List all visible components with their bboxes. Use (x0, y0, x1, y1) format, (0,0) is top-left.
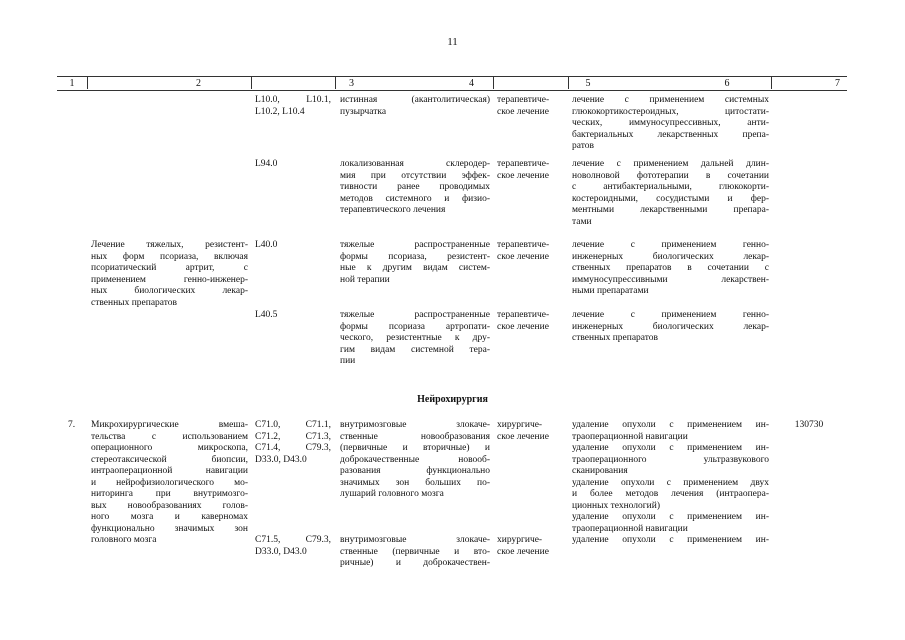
method-line: ментными лекарственными препара- (572, 205, 769, 215)
procedure-name-line: псориатический артрит, с (91, 263, 248, 273)
treatment-type-cell (497, 159, 567, 182)
condition-cell (340, 535, 490, 570)
row-number: 7. (68, 420, 76, 430)
section-title: Нейрохирургия (417, 394, 488, 405)
codes-cell (255, 420, 331, 466)
procedure-name-line: ниторинга при внутримозго- (91, 489, 248, 499)
header-divider (493, 77, 494, 89)
condition-line: тяжелые распространенные (340, 240, 490, 250)
codes-cell (255, 240, 331, 252)
procedure-name-line: головного мозга (91, 535, 157, 545)
condition-line: истинная (акантолитическая) (340, 95, 490, 105)
method-line: и более методов лечения (интраопера- (572, 489, 769, 499)
condition-line: внутримозговые злокаче- (340, 420, 490, 430)
procedure-name-line: ственных препаратов (91, 297, 178, 308)
treatment-type-line: ское лечение (497, 431, 549, 442)
method-line: ческих, иммуносупрессивных, анти- (572, 118, 769, 128)
treatment-type-line: ское лечение (497, 251, 549, 262)
method-line: удаление опухоли с применением двух (572, 477, 769, 488)
code: C79.3, (305, 535, 331, 545)
header-divider (251, 77, 252, 89)
condition-line: ные к другим видам систем- (340, 263, 490, 273)
condition-line: гим видам системной тера- (340, 344, 490, 355)
treatment-type-line: терапевтиче- (497, 310, 550, 320)
method-line: бактериальных лекарственных препа- (572, 129, 769, 140)
treatment-type-line: терапевтиче- (497, 159, 550, 169)
procedure-name-line: ных биологических лекар- (91, 286, 248, 296)
code: L94.0 (255, 159, 278, 169)
condition-line: формы псориаза артропати- (340, 321, 490, 332)
header-divider (87, 77, 88, 89)
method-line: иммуносупрессивными лекарствен- (572, 274, 769, 285)
condition-line: разования функционально (340, 466, 490, 476)
treatment-type-cell (497, 420, 567, 443)
header-col-6: 6 (724, 78, 730, 89)
treatment-type-cell (497, 240, 567, 263)
method-cell (572, 310, 769, 345)
condition-cell (340, 95, 490, 118)
treatment-type-line: ское лечение (497, 321, 549, 332)
procedure-name-line: ных форм псориаза, включая (91, 251, 248, 262)
condition-cell (340, 420, 490, 501)
condition-line: ственные (первичные и вто- (340, 546, 490, 557)
procedure-name-line: стереотаксической биопсии, (91, 454, 248, 465)
header-col-1: 1 (69, 78, 75, 89)
method-line: ственных препаратов (572, 333, 659, 343)
method-line: с антибактериальными, глюкокорти- (572, 182, 769, 192)
procedure-name-line: операционного микроскопа, (91, 443, 248, 453)
method-line: удаление опухоли с применением ин- (572, 420, 769, 430)
method-line: сканирования (572, 466, 628, 476)
header-col-3: 3 (349, 78, 354, 89)
code: D33.0, D43.0 (255, 546, 307, 557)
treatment-type-cell (497, 95, 567, 118)
procedure-name-line: вых новообразованиях голов- (91, 500, 248, 511)
method-line: траоперационного ультразвукового (572, 454, 769, 465)
method-line: удаление опухоли с применением ин- (572, 443, 769, 453)
code: L10.0, (255, 95, 280, 105)
condition-line: ной терапии (340, 274, 390, 285)
method-line: костероидными, сосудистыми и фер- (572, 193, 769, 204)
code: C71.0, (255, 420, 281, 430)
condition-cell (340, 159, 490, 217)
treatment-type-line: терапевтиче- (497, 240, 550, 250)
method-line: лечение с применением генно- (572, 240, 769, 250)
procedure-name-line: интраоперационной навигации (91, 466, 248, 476)
method-cell (572, 240, 769, 298)
treatment-type-line: ское лечение (497, 170, 549, 181)
method-line: лечение с применением генно- (572, 310, 769, 320)
header-col-7: 7 (835, 78, 840, 89)
code: L40.5 (255, 310, 278, 320)
procedure-name-line: применением генно-инженер- (91, 274, 248, 285)
procedure-name-line: тельства с использованием (91, 431, 248, 442)
method-cell (572, 159, 769, 228)
code: L10.2, L10.4 (255, 106, 305, 117)
header-divider (568, 77, 569, 89)
header-divider (335, 77, 336, 89)
condition-line: локализованная склеродер- (340, 159, 490, 169)
method-line: глюкокортикостероидных, цитостати- (572, 106, 769, 117)
cost-cell: 130730 (794, 420, 824, 430)
procedure-name-line: Микрохирургические вмеша- (91, 420, 248, 430)
page-number: 11 (447, 36, 458, 48)
method-line: удаление опухоли с применением ин- (572, 535, 769, 545)
header-col-2: 2 (196, 78, 201, 89)
codes-cell (255, 535, 331, 558)
treatment-type-line: ское лечение (497, 546, 549, 557)
procedure-name-line: Лечение тяжелых, резистент- (91, 240, 248, 250)
method-line: ными препаратами (572, 286, 649, 296)
condition-line: тяжелые распространенные (340, 310, 490, 320)
method-line: тами (572, 216, 592, 227)
table-header (57, 76, 847, 91)
codes-cell (255, 95, 331, 118)
method-line: инженерных биологических лекар- (572, 321, 769, 332)
treatment-type-line: терапевтиче- (497, 95, 550, 105)
procedure-name-line: функционально значимых зон (91, 523, 248, 534)
code: C71.2, (255, 431, 281, 442)
condition-line: терапевтического лечения (340, 205, 446, 215)
header-col-4: 4 (469, 78, 474, 89)
method-line: инженерных биологических лекар- (572, 251, 769, 262)
treatment-type-cell (497, 310, 567, 333)
method-line: ственных препаратов в сочетании с (572, 263, 769, 273)
method-line: траоперационной навигации (572, 523, 688, 534)
code: C71.3, (305, 431, 331, 442)
condition-cell (340, 240, 490, 286)
condition-line: мия при отсутствии эффек- (340, 170, 490, 181)
condition-line: ственные новообразования (340, 431, 490, 442)
method-line: удаление опухоли с применением ин- (572, 512, 769, 522)
treatment-type-cell (497, 535, 567, 558)
treatment-type-line: хирургиче- (497, 420, 543, 430)
header-col-5: 5 (585, 78, 591, 89)
treatment-type-line: ское лечение (497, 106, 549, 117)
code: C79.3, (305, 443, 331, 453)
method-line: ратов (572, 141, 594, 151)
condition-line: ричные) и доброкачествен- (340, 558, 490, 568)
condition-line: (первичные и вторичные) и (340, 443, 490, 453)
procedure-name-cell (91, 240, 248, 309)
condition-line: лушарий головного мозга (340, 489, 444, 499)
condition-line: методов системного и физио- (340, 193, 490, 204)
code: L10.1, (306, 95, 331, 105)
treatment-type-line: хирургиче- (497, 535, 543, 545)
code: L40.0 (255, 240, 278, 250)
condition-line: доброкачественные новооб- (340, 454, 490, 465)
code: C71.1, (305, 420, 331, 430)
condition-line: формы псориаза, резистент- (340, 251, 490, 262)
method-line: ционных технологий) (572, 500, 661, 511)
header-divider (771, 77, 772, 89)
method-line: лечение с применением дальней длин- (572, 159, 769, 169)
condition-line: тивности ранее проводимых (340, 182, 490, 192)
method-cell (572, 95, 769, 153)
condition-line: пузырчатка (340, 106, 387, 117)
method-line: траоперационной навигации (572, 431, 688, 442)
method-line: лечение с применением системных (572, 95, 769, 105)
method-cell (572, 420, 769, 547)
procedure-name-line: ного мозга и каверномах (91, 512, 248, 522)
code: D33.0, D43.0 (255, 454, 307, 465)
condition-line: значимых зон больших по- (340, 477, 490, 488)
condition-line: ческого, резистентные к дру- (340, 333, 490, 343)
codes-cell (255, 310, 331, 322)
condition-cell (340, 310, 490, 368)
code: C71.5, (255, 535, 281, 545)
procedure-name-line: и нейрофизиологического мо- (91, 477, 248, 488)
code: C71.4, (255, 443, 281, 453)
procedure-name-cell (91, 420, 248, 547)
method-line: новолновой фототерапии в сочетании (572, 170, 769, 181)
condition-line: пии (340, 356, 356, 366)
condition-line: внутримозговые злокаче- (340, 535, 490, 545)
codes-cell (255, 159, 331, 171)
